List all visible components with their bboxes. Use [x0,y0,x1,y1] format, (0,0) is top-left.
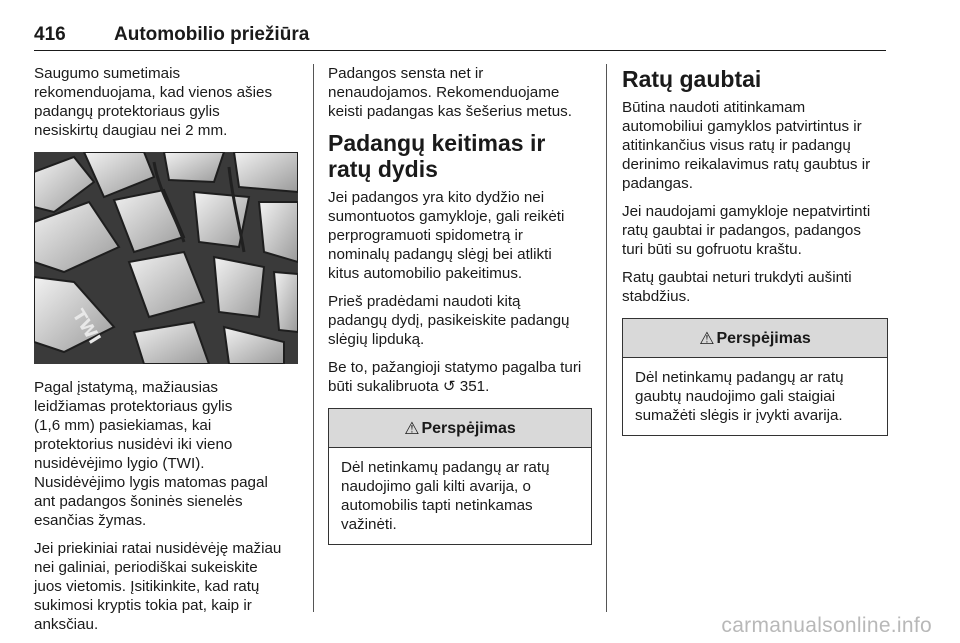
column-2 [328,64,592,545]
paragraph: Jei priekiniai ratai nusidėvėję mažiau nei galiniai, periodiškai sukeiskite juos vietomis. Įsitikinkite, kad ratų sukimosi kryptis tokia pat, kaip ir anksčiau. [34,540,282,633]
paragraph: Prieš pradėdami naudoti kitą padangų dydį, pasikeiskite padangų slėgių lipduką. [328,293,570,348]
column-3 [622,64,888,436]
watermark: carmanualsonline.info [721,614,932,637]
warning-title: Perspėjimas [716,329,811,347]
paragraph: Jei naudojami gamykloje nepatvirtinti ratų gaubtai ir padangos, padangos turi būti su gofruotu kraštu. [622,203,871,258]
running-title: Automobilio priežiūra [114,24,310,45]
paragraph: Pagal įstatymą, mažiausias leidžiamas protektoriaus gylis (1,6 mm) pasiekiamas, kai protektorius nusidėvi iki vieno nusidėvėjimo lygio (TWI). Nusidėvėjimo lygis matomas pagal ant padangos šoninės sienelės esančias žymas. [34,379,268,529]
paragraph: Padangos sensta net ir nenaudojamos. Rekomenduojame keisti padangas kas šešerius metus. [328,65,572,120]
warning-header [329,409,591,448]
paragraph: Būtina naudoti atitinkamam automobiliui gamyklos patvirtintus ir atitinkančius visus ratų ir padangų derinimo reikalavimus ratų gaubtus ir padangas. [622,99,871,192]
warning-text: Dėl netinkamų padangų ar ratų naudojimo gali kilti avarija, o automobilis tapti netinkamas važinėti. [341,459,550,533]
column-1 [34,64,300,643]
warning-icon: ⚠ [404,418,420,438]
paragraph: Jei padangos yra kito dydžio nei sumontuotos gamykloje, gali reikėti perprogramuoti spidometrą ir nominalų padangų slėgį bei atlikti kitus automobilio pakeitimus. [328,189,565,282]
section-heading: Padangų keitimas ir ratų dydis [328,130,546,182]
warning-title: Perspėjimas [421,419,516,437]
warning-icon: ⚠ [699,328,715,348]
warning-header [623,319,887,358]
paragraph: Ratų gaubtai neturi trukdyti aušinti stabdžius. [622,269,852,305]
page-header [34,24,886,51]
warning-box [328,408,592,545]
paragraph: Saugumo sumetimais rekomenduojama, kad vienos ašies padangų protektoriaus gylis nesiskirtų daugiau nei 2 mm. [34,65,273,139]
section-heading: Ratų gaubtai [622,66,762,92]
column-divider [606,64,607,612]
warning-text: Dėl netinkamų padangų ar ratų gaubtų naudojimo gali staigiai sumažėti slėgis ir įvykti avarija. [635,369,844,424]
tire-tread-figure [34,152,298,364]
page-number: 416 [34,24,66,45]
column-divider [313,64,314,612]
twi-label: TWI [67,306,105,348]
warning-box [622,318,888,436]
paragraph-with-reference: Be to, pažangioji statymo pagalba turi būti sukalibruota ↺ 351. [328,359,582,395]
